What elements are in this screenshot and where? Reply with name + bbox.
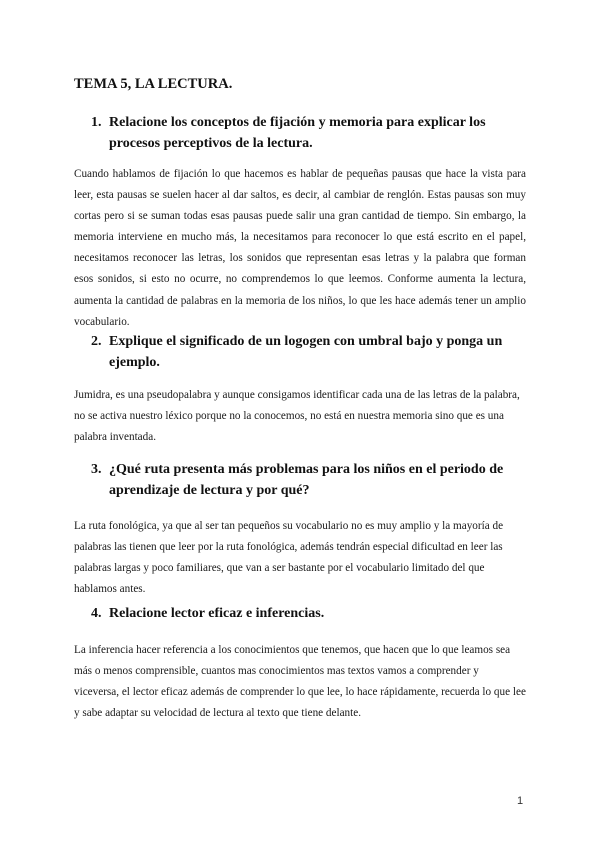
question-number-4: 4. (91, 606, 102, 621)
question-heading-4 (91, 603, 521, 624)
document-title: TEMA 5, LA LECTURA. (74, 76, 233, 92)
question-heading-2 (91, 331, 521, 373)
answer-paragraph-2: Jumidra, es una pseudopalabra y aunque consigamos identificar cada una de las letras de la palabra, no se activa nuestro léxico porque no la conocemos, no está en nuestra memoria sino que es una palabra inventada. (74, 389, 520, 444)
question-text-2: Explique el significado de un logogen con umbral bajo y ponga un ejemplo. (109, 334, 503, 370)
question-text-1: Relacione los conceptos de fijación y memoria para explicar los procesos perceptivos de la lectura. (109, 115, 486, 151)
answer-paragraph-1: Cuando hablamos de fijación lo que hacemos es hablar de pequeñas pausas que hace la vista para leer, esta pausas se suelen hacer al dar saltos, es decir, al cambiar de renglón. Estas pausas son muy cortas pero si se suman todas esas pausas puede salir una gran cantidad de tiempo. Sin embargo, la memoria interviene en mucho más, la necesitamos para reconocer lo que está escrito en el papel, necesitamos reconocer las letras, los sonidos que representan esas letras y la palabra que forman esos sonidos, si esto no ocurre, no comprendemos lo que leemos. Conforme aumenta la lectura, aumenta la cantidad de palabras en la memoria de los niños, lo que les hace además tener un amplio vocabulario. (74, 168, 526, 328)
question-heading-1 (91, 112, 521, 154)
question-heading-3 (91, 459, 521, 501)
question-number-1: 1. (91, 115, 102, 130)
question-text-4: Relacione lector eficaz e inferencias. (109, 606, 325, 621)
answer-paragraph-3: La ruta fonológica, ya que al ser tan pequeños su vocabulario no es muy amplio y la mayoría de palabras las tienen que leer por la ruta fonológica, además tendrán especial dificultad en leer las palabras largas y poco familiares, que van a ser bastante por el vocabulario limitado del que hablamos antes. (74, 520, 504, 596)
page-number: 1 (517, 795, 524, 807)
question-text-3: ¿Qué ruta presenta más problemas para los niños en el periodo de aprendizaje de lectura y por qué? (109, 462, 504, 498)
answer-paragraph-4: La inferencia hacer referencia a los conocimientos que tenemos, que hacen que lo que leamos sea más o menos comprensible, cuantos mas conocimientos mas textos vamos a comprender y viceversa, el lector eficaz además de comprender lo que lee, lo hace rápidamente, recuerda lo que lee y sabe adaptar su velocidad de lectura al texto que tiene delante. (74, 644, 526, 720)
question-number-2: 2. (91, 334, 102, 349)
question-number-3: 3. (91, 462, 102, 477)
